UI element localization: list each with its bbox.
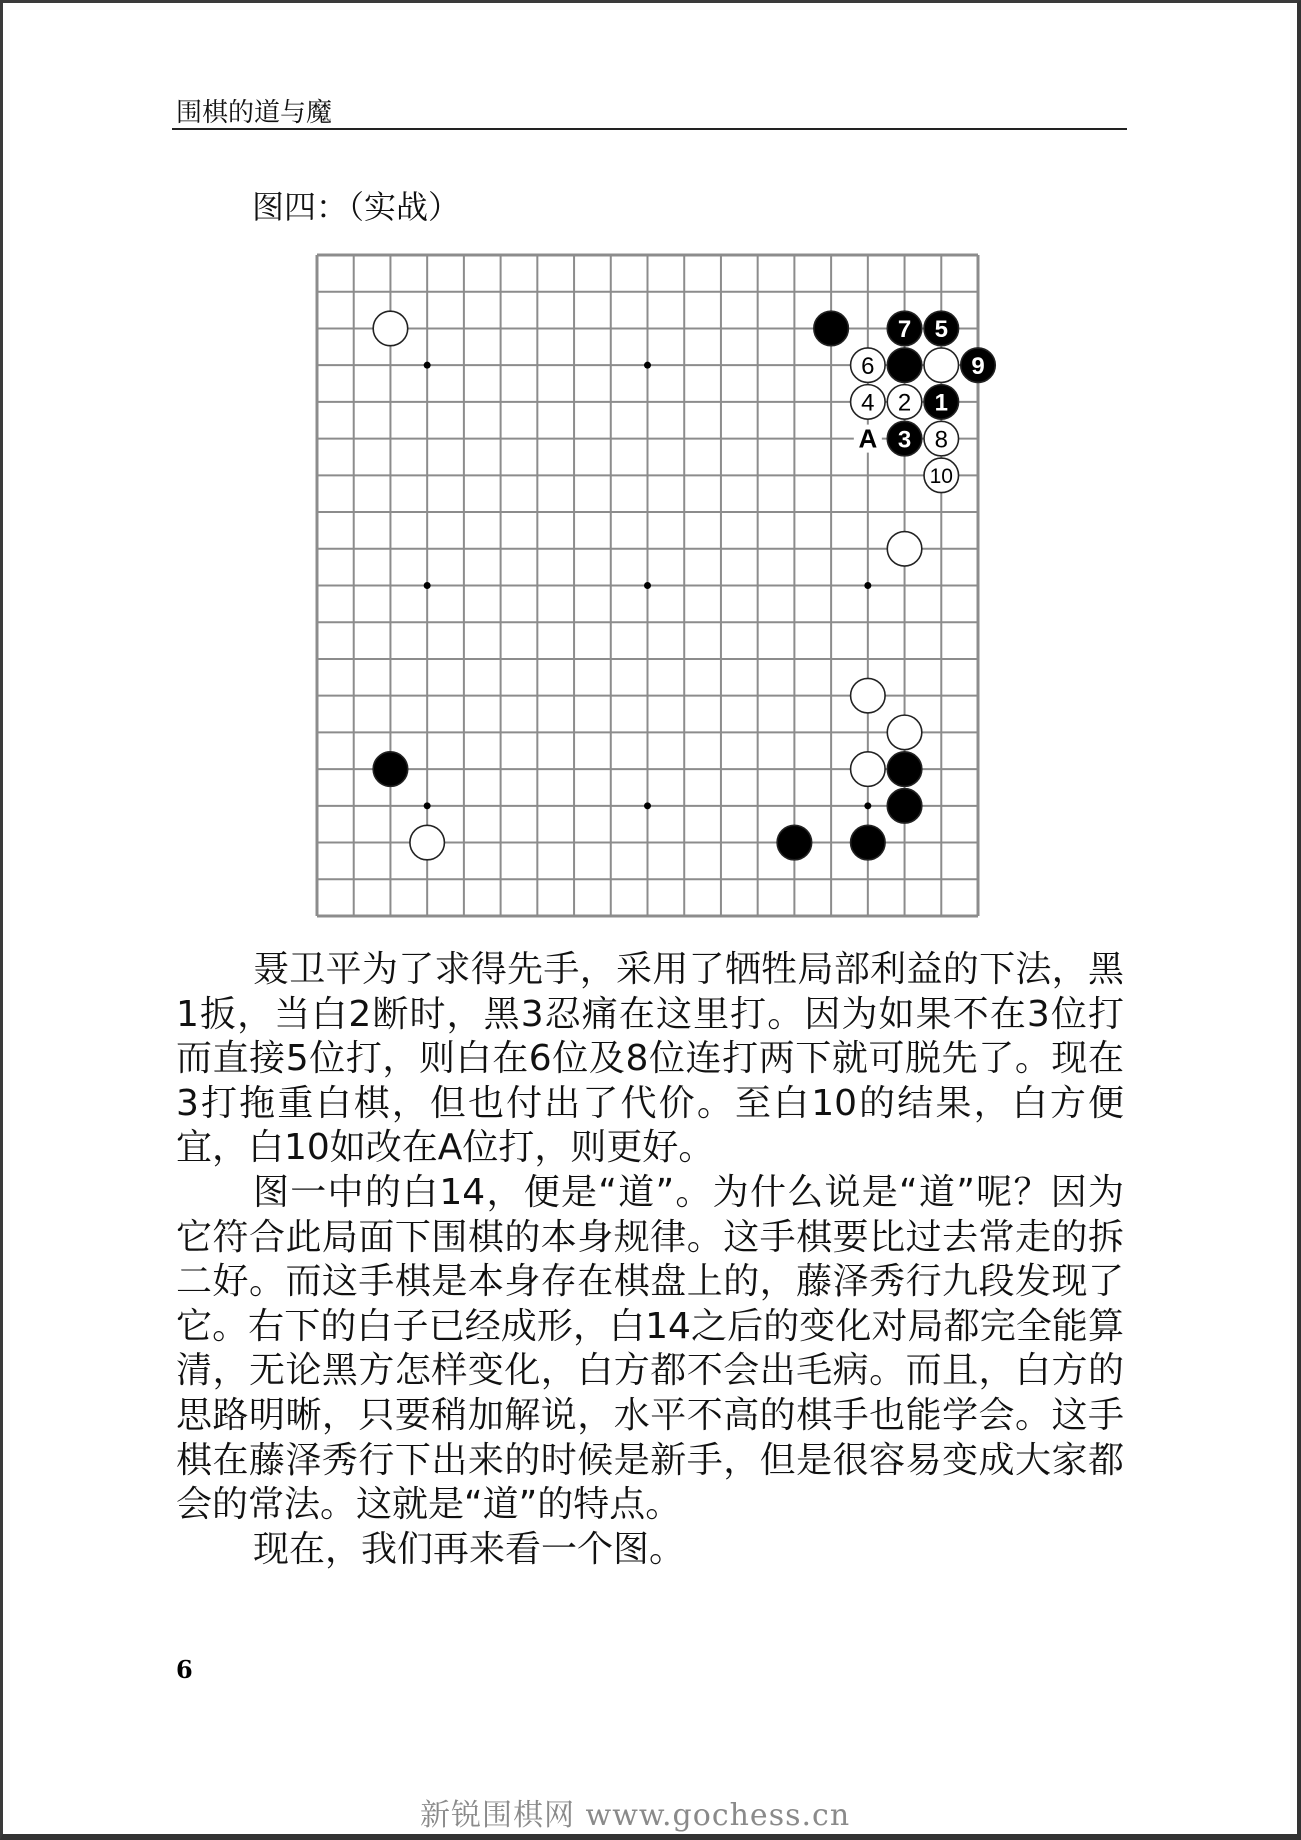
move-number-label: 7 [897, 316, 912, 344]
black-stone [777, 825, 812, 860]
white-stone [373, 311, 408, 346]
move-number-label: 6 [861, 352, 875, 380]
white-stone [851, 752, 886, 787]
move-number-label: 2 [897, 389, 912, 417]
figure-title: 图四：（实战） [252, 188, 461, 226]
move-number-label: 1 [934, 389, 948, 417]
move-number-label: 9 [971, 352, 985, 380]
move-number-label: 10 [929, 464, 953, 488]
go-board-diagram [317, 255, 985, 916]
black-stone [887, 752, 922, 787]
page-number: 6 [176, 1655, 193, 1684]
paragraph-3: 现在，我们再来看一个图。 [253, 1528, 686, 1570]
running-header-title: 围棋的道与魔 [176, 98, 333, 128]
move-number-label: 4 [861, 389, 875, 417]
star-point [864, 582, 871, 589]
paragraph-1: 聂卫平为了求得先手，采用了牺牲局部利益的下法，黑1扳，当白2断时，黑3忍痛在这里打。因为如果不在3位打而直接5位打，则白在6位及8位连打两下就可脱先了。现在3打拖重白棋，但也付出了代价。至白10的结果，白方便宜，白10如改在A位打，则更好。 [176, 949, 1124, 1169]
paragraph-2: 图一中的白14，便是“道”。为什么说是“道”呢？因为它符合此局面下围棋的本身规律。这手棋要比过去常走的拆二好。而这手棋是本身存在棋盘上的，藤泽秀行九段发现了它。右下的白子已经成形，白14之后的变化对局都完全能算清，无论黑方怎样变化，白方都不会出毛病。而且，白方的思路明晰，只要稍加解说，水平不高的棋手也能学会。这手棋在藤泽秀行下出来的时候是新手，但是很容易变成大家都会的常法。这就是“道”的特点。 [176, 1171, 1124, 1526]
white-stone [410, 825, 445, 860]
white-stone [924, 348, 959, 383]
star-point [424, 362, 431, 369]
move-number-label: 5 [934, 316, 948, 344]
black-stone [887, 789, 922, 824]
position-marker-a: A [858, 423, 878, 454]
move-number-label: 8 [934, 426, 948, 454]
body-text [176, 948, 1124, 1572]
star-point [644, 582, 651, 589]
white-stone [851, 678, 886, 713]
star-point [424, 802, 431, 809]
footer-watermark: 新锐围棋网 www.gochess.cn [420, 1798, 851, 1833]
star-point [644, 802, 651, 809]
black-stone [814, 311, 849, 346]
star-point [424, 582, 431, 589]
black-stone [373, 752, 408, 787]
go-board-svg [317, 255, 985, 916]
black-stone [887, 348, 922, 383]
star-point [864, 802, 871, 809]
white-stone [887, 532, 922, 567]
black-stone [851, 825, 886, 860]
header-rule [172, 128, 1127, 130]
star-point [644, 362, 651, 369]
white-stone [887, 715, 922, 750]
move-number-label: 3 [897, 426, 912, 454]
